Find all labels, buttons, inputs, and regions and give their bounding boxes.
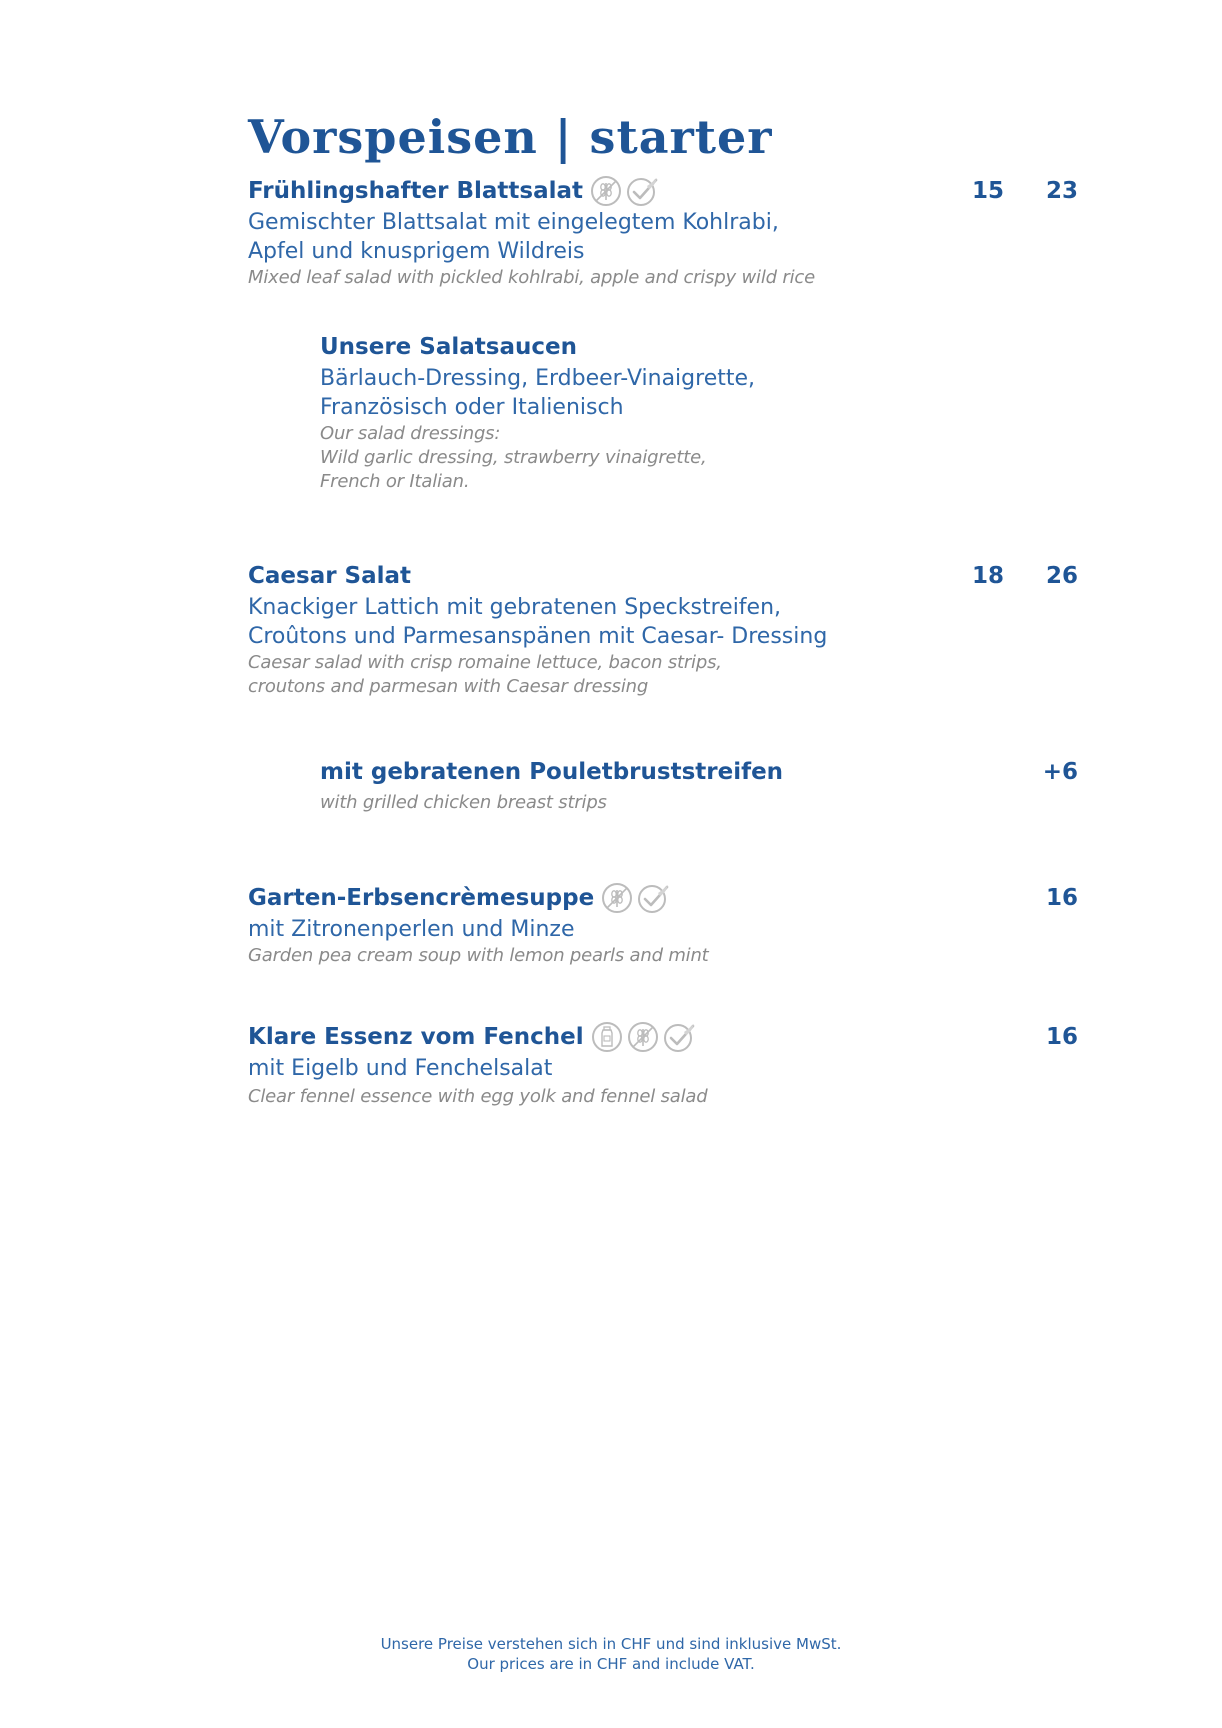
footer-note-en: Our prices are in CHF and include VAT. <box>467 1655 755 1673</box>
price-small: 18 <box>971 563 1004 589</box>
dietary-icons <box>600 881 670 915</box>
item-description-de: Bärlauch-Dressing, Erdbeer-Vinaigrette, Französisch oder Italienisch <box>320 366 756 420</box>
menu-item-fruehlingshafter-blattsalat <box>248 174 815 290</box>
item-description-de: mit Zitronenperlen und Minze <box>248 917 575 942</box>
item-name-row <box>248 174 815 208</box>
item-description-de: Gemischter Blattsalat mit eingelegtem Kohlrabi, Apfel und knusprigem Wildreis <box>248 210 779 264</box>
price-large: 26 <box>1045 563 1078 589</box>
menu-item-klare-essenz-fenchel <box>248 1020 707 1109</box>
item-name: mit gebratenen Pouletbruststreifen <box>320 759 784 785</box>
item-description-de: mit Eigelb und Fenchelsalat <box>248 1056 553 1081</box>
item-description-en: Garden pea cream soup with lemon pearls and mint <box>248 945 709 966</box>
vegetarian-icon <box>662 1020 696 1054</box>
dietary-icons <box>590 1020 696 1054</box>
item-name-row <box>248 559 827 593</box>
item-description-de: Knackiger Lattich mit gebratenen Speckstreifen, Croûtons und Parmesanspänen mit Caesar- Dressing <box>248 595 828 649</box>
item-name: Caesar Salat <box>248 563 412 589</box>
menu-item-pouletbruststreifen <box>320 755 783 815</box>
item-description-en: Mixed leaf salad with pickled kohlrabi, apple and crispy wild rice <box>248 267 815 288</box>
gluten-free-icon <box>600 881 634 915</box>
footer-note-de: Unsere Preise verstehen sich in CHF und sind inklusive MwSt. <box>380 1635 842 1653</box>
item-name: Klare Essenz vom Fenchel <box>248 1024 584 1050</box>
lactose-free-icon <box>590 1020 624 1054</box>
item-name-row <box>320 330 755 364</box>
item-name: Unsere Salatsaucen <box>320 334 577 360</box>
price-large: 16 <box>1045 1024 1078 1050</box>
price-large: 23 <box>1045 178 1078 204</box>
menu-item-garten-erbsencremesuppe <box>248 881 709 968</box>
item-name-row <box>320 755 783 789</box>
item-description-en: Clear fennel essence with egg yolk and fennel salad <box>248 1086 708 1107</box>
menu-item-salatsaucen <box>320 330 755 494</box>
price-addon: +6 <box>1042 759 1078 785</box>
section-title: Vorspeisen | starter <box>248 110 773 164</box>
price-small: 15 <box>971 178 1004 204</box>
item-description-en: Our salad dressings: Wild garlic dressing, strawberry vinaigrette, French or Italian. <box>320 423 707 492</box>
gluten-free-icon <box>589 174 623 208</box>
vegetarian-icon <box>636 881 670 915</box>
item-name: Garten-Erbsencrèmesuppe <box>248 885 595 911</box>
item-name-row <box>248 1020 707 1054</box>
vegetarian-icon <box>625 174 659 208</box>
item-description-en: with grilled chicken breast strips <box>320 792 607 813</box>
item-name: Frühlingshafter Blattsalat <box>248 178 584 204</box>
item-name-row <box>248 881 709 915</box>
price-note-footer <box>0 1634 1222 1674</box>
gluten-free-icon <box>626 1020 660 1054</box>
price-large: 16 <box>1045 885 1078 911</box>
dietary-icons <box>589 174 659 208</box>
menu-item-caesar-salat <box>248 559 827 699</box>
item-description-en: Caesar salad with crisp romaine lettuce, bacon strips, croutons and parmesan with Caesar dressing <box>248 652 722 697</box>
